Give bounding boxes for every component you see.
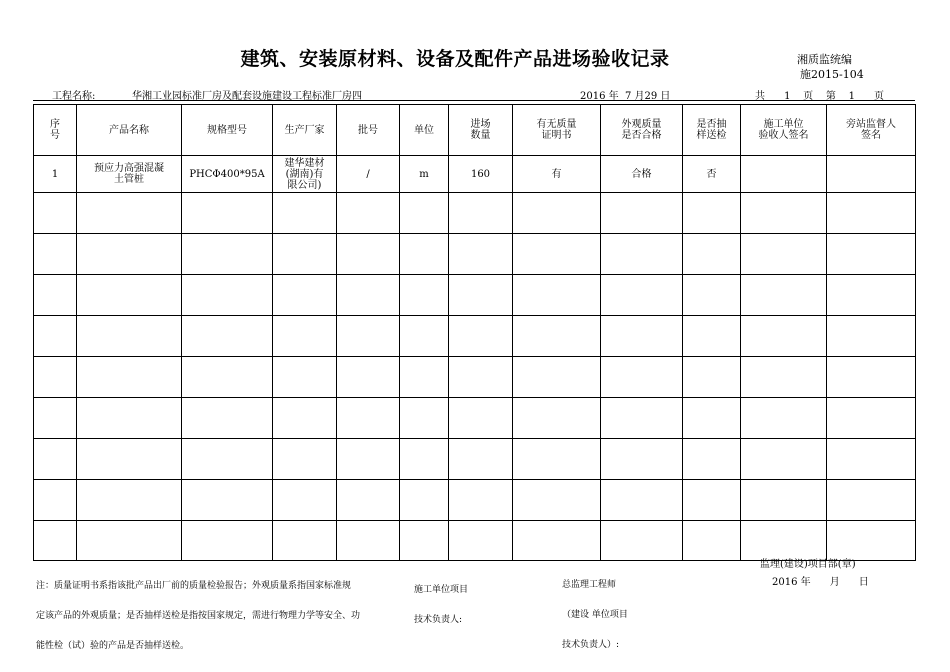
table-cell	[741, 234, 827, 275]
table-cell	[77, 193, 182, 234]
table-cell	[400, 275, 449, 316]
table-cell	[513, 480, 601, 521]
table-cell	[683, 156, 741, 193]
table-cell	[77, 275, 182, 316]
table-cell	[513, 357, 601, 398]
cell-line: 建华建材	[284, 157, 325, 169]
table-cell	[34, 156, 77, 193]
column-header	[683, 105, 741, 156]
cell-line: 规格型号	[207, 124, 247, 136]
table-cell	[827, 275, 916, 316]
table-cell	[513, 275, 601, 316]
contractor-signature-block	[414, 565, 468, 635]
table-cell	[400, 439, 449, 480]
table-cell	[683, 439, 741, 480]
table-cell	[273, 398, 337, 439]
table-cell	[77, 156, 182, 193]
acceptance-table	[33, 104, 916, 561]
table-cell	[400, 156, 449, 193]
cell-line: 预应力高强混凝	[94, 163, 164, 174]
table-cell	[601, 480, 683, 521]
cell-line: /	[366, 168, 370, 180]
table-cell	[513, 439, 601, 480]
table-cell	[449, 275, 513, 316]
table-cell	[513, 234, 601, 275]
inspection-date: 2016 年 7 月29 日	[580, 91, 671, 102]
contractor-line: 技术负责人:	[414, 615, 463, 625]
table-cell	[273, 480, 337, 521]
table-cell	[601, 316, 683, 357]
table-cell	[77, 521, 182, 561]
table-cell	[449, 398, 513, 439]
table-cell	[34, 275, 77, 316]
table-cell	[273, 316, 337, 357]
table-cell	[827, 521, 916, 561]
supervisor-signature-block	[562, 560, 628, 660]
column-header	[337, 105, 400, 156]
table-row	[34, 156, 916, 193]
cell-line: 旁站监督人	[846, 119, 896, 130]
table-row	[34, 275, 916, 316]
cell-line: 签名	[861, 130, 881, 141]
table-cell	[601, 156, 683, 193]
table-cell	[513, 398, 601, 439]
table-cell	[449, 234, 513, 275]
table-cell	[337, 156, 400, 193]
table-cell	[182, 275, 273, 316]
table-cell	[601, 234, 683, 275]
project-name-label: 工程名称:	[52, 91, 96, 102]
table-cell	[513, 521, 601, 561]
table-cell	[77, 316, 182, 357]
table-cell	[449, 156, 513, 193]
cell-line: 限公司)	[287, 179, 322, 191]
table-cell	[34, 398, 77, 439]
table-cell	[683, 275, 741, 316]
table-cell	[683, 398, 741, 439]
table-cell	[827, 193, 916, 234]
cell-line: 有	[551, 168, 562, 180]
table-cell	[683, 357, 741, 398]
table-cell	[601, 193, 683, 234]
header-rule	[33, 100, 915, 101]
cell-line: 160	[470, 168, 491, 180]
cell-line: 有无质量	[536, 119, 577, 130]
table-cell	[400, 398, 449, 439]
table-cell	[449, 480, 513, 521]
table-cell	[34, 316, 77, 357]
table-cell	[182, 316, 273, 357]
table-cell	[827, 316, 916, 357]
table-row	[34, 398, 916, 439]
cell-line: 样送检	[696, 130, 727, 141]
page-title: 建筑、安装原材料、设备及配件产品进场验收记录	[240, 48, 670, 70]
table-cell	[337, 316, 400, 357]
column-header	[182, 105, 273, 156]
table-cell	[449, 357, 513, 398]
form-code-line2: 施2015-104	[800, 68, 864, 81]
table-cell	[741, 398, 827, 439]
table-cell	[273, 156, 337, 193]
table-row	[34, 193, 916, 234]
table-cell	[513, 193, 601, 234]
table-cell	[400, 316, 449, 357]
table-cell	[827, 439, 916, 480]
table-cell	[337, 234, 400, 275]
cell-line: 是否合格	[621, 130, 662, 141]
column-header	[34, 105, 77, 156]
table-cell	[34, 193, 77, 234]
table-cell	[601, 275, 683, 316]
table-cell	[273, 275, 337, 316]
table-cell	[601, 357, 683, 398]
column-header	[273, 105, 337, 156]
table-cell	[400, 234, 449, 275]
table-cell	[182, 398, 273, 439]
table-row	[34, 480, 916, 521]
cell-line: 产品名称	[109, 124, 149, 136]
table-cell	[449, 316, 513, 357]
table-cell	[34, 234, 77, 275]
table-cell	[34, 480, 77, 521]
cell-line: 否	[706, 168, 717, 180]
table-cell	[741, 357, 827, 398]
table-cell	[182, 521, 273, 561]
signature-date: 2016 年 月 日	[772, 577, 869, 588]
table-cell	[400, 480, 449, 521]
table-cell	[34, 357, 77, 398]
cell-line: m	[419, 168, 429, 180]
table-cell	[273, 521, 337, 561]
cell-line: 号	[50, 130, 60, 141]
table-cell	[683, 521, 741, 561]
footnote-line: 能性检（试）验的产品是否抽样送检。	[36, 641, 190, 651]
supervisor-line: （建设 单位项目	[562, 610, 628, 620]
table-cell	[741, 275, 827, 316]
table-cell	[827, 234, 916, 275]
table-cell	[273, 193, 337, 234]
table-cell	[449, 439, 513, 480]
table-cell	[337, 480, 400, 521]
table-cell	[400, 193, 449, 234]
project-name: 华湘工业园标准厂房及配套设施建设工程标准厂房四	[132, 91, 362, 102]
cell-line: 外观质量	[621, 119, 662, 130]
column-header	[827, 105, 916, 156]
table-cell	[182, 480, 273, 521]
table-cell	[601, 521, 683, 561]
table-cell	[741, 439, 827, 480]
cell-line: 验收人签名	[758, 130, 809, 141]
table-cell	[273, 357, 337, 398]
column-header	[513, 105, 601, 156]
form-code-line1: 湘质监统编	[797, 53, 852, 66]
cell-line: 施工单位	[763, 119, 804, 130]
table-cell	[273, 234, 337, 275]
table-cell	[449, 193, 513, 234]
cell-line: 进场	[470, 119, 491, 130]
cell-line: (湖南)有	[285, 168, 324, 180]
table-cell	[827, 480, 916, 521]
table-cell	[182, 193, 273, 234]
table-cell	[337, 357, 400, 398]
cell-line: 土管桩	[114, 174, 144, 185]
table-cell	[337, 275, 400, 316]
table-row	[34, 439, 916, 480]
table-cell	[337, 439, 400, 480]
table-cell	[34, 439, 77, 480]
table-cell	[77, 480, 182, 521]
column-header	[601, 105, 683, 156]
table-cell	[337, 398, 400, 439]
table-cell	[77, 398, 182, 439]
table-cell	[513, 316, 601, 357]
table-row	[34, 357, 916, 398]
table-row	[34, 316, 916, 357]
column-header	[449, 105, 513, 156]
cell-line: 合格	[631, 168, 652, 180]
table-cell	[182, 439, 273, 480]
table-header-row	[34, 105, 916, 156]
table-cell	[741, 156, 827, 193]
supervisor-line: 总监理工程师	[562, 580, 617, 590]
column-header	[741, 105, 827, 156]
table-cell	[683, 193, 741, 234]
cell-line: 是否抽	[696, 119, 727, 130]
cell-line: PHCΦ400*95A	[189, 168, 265, 180]
table-cell	[601, 439, 683, 480]
cell-line: 数量	[470, 130, 491, 141]
table-cell	[827, 357, 916, 398]
table-cell	[827, 156, 916, 193]
table-cell	[77, 357, 182, 398]
table-cell	[741, 193, 827, 234]
table-row	[34, 521, 916, 561]
table-cell	[400, 521, 449, 561]
column-header	[400, 105, 449, 156]
table-cell	[683, 316, 741, 357]
cell-line: 单位	[414, 124, 434, 136]
contractor-line: 施工单位项目	[414, 585, 469, 595]
cell-line: 1	[51, 168, 59, 180]
table-cell	[273, 439, 337, 480]
cell-line: 证明书	[541, 130, 572, 141]
table-cell	[182, 156, 273, 193]
table-cell	[683, 480, 741, 521]
table-cell	[741, 480, 827, 521]
footnote	[36, 561, 360, 661]
table-cell	[827, 398, 916, 439]
table-cell	[182, 357, 273, 398]
supervisor-line: 技术负责人）:	[562, 640, 620, 650]
cell-line: 批号	[358, 124, 378, 136]
supervision-dept: 监理(建设)项目部(章)	[760, 559, 856, 570]
table-cell	[513, 156, 601, 193]
page-count: 共 1 页 第 1 页	[755, 91, 885, 102]
table-cell	[182, 234, 273, 275]
column-header	[77, 105, 182, 156]
table-cell	[77, 439, 182, 480]
table-cell	[34, 521, 77, 561]
cell-line: 序	[50, 119, 60, 130]
cell-line: 生产厂家	[284, 124, 325, 136]
table-cell	[77, 234, 182, 275]
table-cell	[337, 521, 400, 561]
table-cell	[601, 398, 683, 439]
table-cell	[337, 193, 400, 234]
table-cell	[741, 316, 827, 357]
table-cell	[741, 521, 827, 561]
footnote-line: 注：质量证明书系指该批产品出厂前的质量检验报告；外观质量系指国家标准规	[36, 581, 352, 591]
table-row	[34, 234, 916, 275]
table-cell	[400, 357, 449, 398]
footnote-line: 定该产品的外观质量；是否抽样送检是指按国家规定，需进行物理力学等安全、功	[36, 611, 361, 621]
table-cell	[683, 234, 741, 275]
table-cell	[449, 521, 513, 561]
